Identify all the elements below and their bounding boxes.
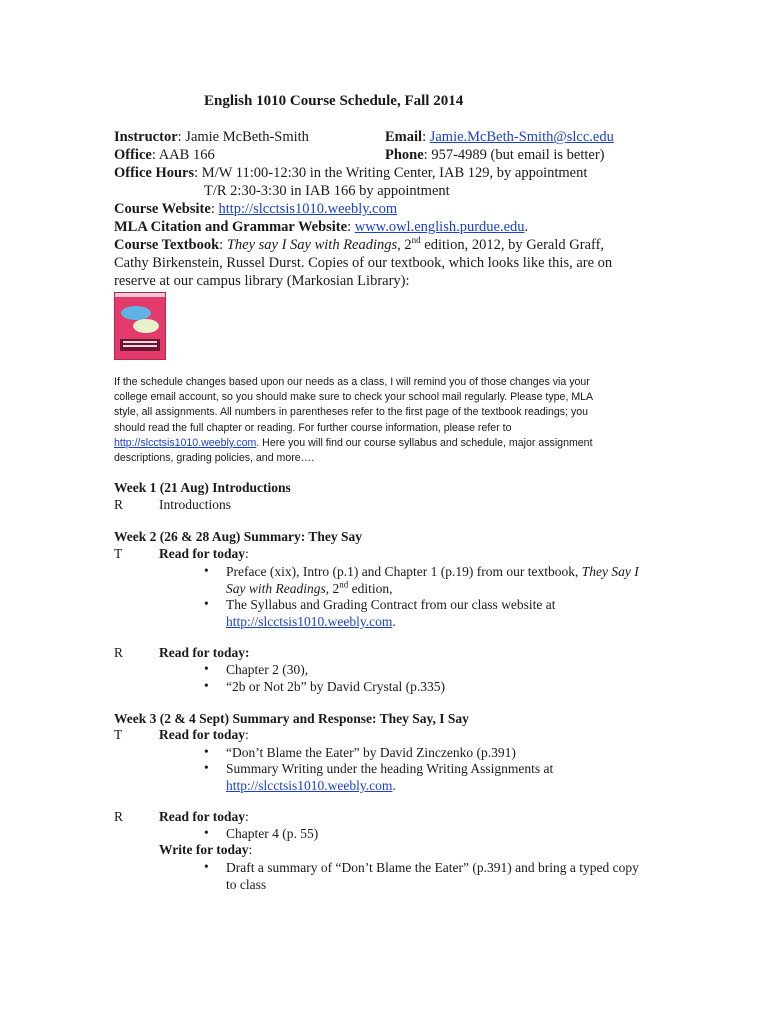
office-value: AAB 166 <box>158 147 215 163</box>
bullet-icon: • <box>204 563 209 578</box>
week-2-t-day: T <box>114 546 123 561</box>
week-2-heading: Week 2 (26 & 28 Aug) Summary: They Say <box>114 529 363 544</box>
bullet-icon: • <box>204 678 209 693</box>
textbook-edition-num: 2 <box>404 237 412 253</box>
office-hours-value-2: T/R 2:30-3:30 in IAB 166 by appointment <box>204 183 450 199</box>
mla-period: . <box>524 219 529 235</box>
bullet-icon: • <box>204 596 209 611</box>
cover-speech-bubble-blue <box>121 306 151 320</box>
office-line: Office: AAB 166 <box>114 147 215 163</box>
week-2-t-item-1: Preface (xix), Intro (p.1) and Chapter 1 (p.19) from our textbook, They Say I Say with Readings, 2nd edition, <box>226 564 639 596</box>
email-link[interactable]: Jamie.McBeth-Smith@slcc.edu <box>429 129 614 145</box>
office-hours-value-1: M/W 11:00-12:30 in the Writing Center, IAB 129, by appointment <box>201 165 588 181</box>
instructor-value: Jamie McBeth-Smith <box>185 129 309 145</box>
week-3-t-item-2: Summary Writing under the heading Writing Assignments at http://slcctsis1010.weebly.com. <box>226 761 554 793</box>
bullet-icon: • <box>204 825 209 840</box>
cover-author-band <box>120 339 160 351</box>
week-2-r-item-1: Chapter 2 (30), <box>226 662 309 677</box>
week-1-heading: Week 1 (21 Aug) Introductions <box>114 480 291 495</box>
textbook-line-3: reserve at our campus library (Markosian Library): <box>114 273 410 289</box>
notice-website-link[interactable]: http://slcctsis1010.weebly.com <box>114 436 257 449</box>
week-3-t-day: T <box>114 727 123 742</box>
email-line: Email: Jamie.McBeth-Smith@slcc.edu <box>385 129 614 145</box>
mla-label: MLA Citation and Grammar Website <box>114 219 348 235</box>
phone-value: 957-4989 (but email is better) <box>431 147 605 163</box>
phone-label: Phone <box>385 147 424 163</box>
textbook-edition-sup: nd <box>411 235 421 246</box>
notice-line-4: should read the full chapter or reading. For further course information, please refer to <box>114 421 512 434</box>
schedule-notice <box>114 375 634 466</box>
week-3-r-day: R <box>114 809 124 824</box>
notice-line-5 <box>114 436 634 451</box>
textbook-title: They say I Say with Readings <box>226 237 398 253</box>
week-3-t-item-1: “Don’t Blame the Eater” by David Zinczenko (p.391) <box>226 745 516 760</box>
week-2-r-day: R <box>114 645 124 660</box>
course-website-label: Course Website <box>114 201 211 217</box>
document-title: English 1010 Course Schedule, Fall 2014 <box>204 93 464 109</box>
bullet-icon: • <box>204 661 209 676</box>
notice-line-6: descriptions, grading policies, and more…. <box>114 452 315 465</box>
instructor-label: Instructor <box>114 129 178 145</box>
week-3-r-write-heading: Write for today: <box>159 842 253 857</box>
week-2-r-item-2: “2b or Not 2b” by David Crystal (p.335) <box>226 679 445 694</box>
week-3-website-link[interactable]: http://slcctsis1010.weebly.com <box>226 778 393 793</box>
week-2-r-heading: Read for today: <box>159 645 250 660</box>
week-3-r-item-1: Chapter 4 (p. 55) <box>226 826 319 841</box>
phone-line: Phone: 957-4989 (but email is better) <box>385 147 605 163</box>
textbook-line-1: Course Textbook: They say I Say with Readings, 2nd edition, 2012, by Gerald Graff, <box>114 235 605 253</box>
textbook-cover-image <box>114 292 166 360</box>
week-1-day: R <box>114 497 124 512</box>
bullet-icon: • <box>204 859 209 874</box>
textbook-line1-rest: edition, 2012, by Gerald Graff, <box>420 237 605 253</box>
instructor-line: Instructor: Jamie McBeth-Smith <box>114 129 309 145</box>
cover-speech-bubble-cream <box>133 319 159 333</box>
week-2-t-item-2: The Syllabus and Grading Contract from our class website at http://slcctsis1010.weebly.com. <box>226 597 556 629</box>
week-3-r-item-2: Draft a summary of “Don’t Blame the Eater” (p.391) and bring a typed copy to class <box>226 860 639 892</box>
office-label: Office <box>114 147 152 163</box>
email-label: Email <box>385 129 423 145</box>
week-2-t-heading: Read for today: <box>159 546 249 561</box>
course-website-link[interactable]: http://slcctsis1010.weebly.com <box>218 201 398 217</box>
textbook-label: Course Textbook <box>114 237 220 253</box>
textbook-line-2: Cathy Birkenstein, Russel Durst. Copies of our textbook, which looks like this, are on <box>114 255 613 271</box>
notice-line-5-rest: . Here you will find our course syllabus and schedule, major assignment <box>256 436 593 449</box>
week-3-heading: Week 3 (2 & 4 Sept) Summary and Response: They Say, I Say <box>114 711 469 726</box>
week-3-t-heading: Read for today: <box>159 727 249 742</box>
course-website-line: Course Website: http://slcctsis1010.weebly.com <box>114 201 398 217</box>
week-3-r-heading: Read for today: <box>159 809 249 824</box>
notice-line-2: college email account, so you should make sure to check your school mail regularly. Please type, MLA <box>114 391 594 404</box>
cover-top-band <box>115 293 165 297</box>
office-hours-line: Office Hours: M/W 11:00-12:30 in the Writing Center, IAB 129, by appointment <box>114 165 588 181</box>
notice-line-1: If the schedule changes based upon our needs as a class, I will remind you of those changes via your <box>114 376 590 388</box>
week-1-item: Introductions <box>159 497 231 512</box>
mla-link[interactable]: www.owl.english.purdue.edu <box>354 219 525 235</box>
office-hours-label: Office Hours <box>114 165 195 181</box>
bullet-icon: • <box>204 760 209 775</box>
bullet-icon: • <box>204 744 209 759</box>
week-2-website-link[interactable]: http://slcctsis1010.weebly.com <box>226 614 393 629</box>
notice-line-3: style, all assignments. All numbers in parentheses refer to the first page of the textbook readings; you <box>114 406 589 419</box>
mla-line: MLA Citation and Grammar Website: www.owl.english.purdue.edu. <box>114 219 529 235</box>
